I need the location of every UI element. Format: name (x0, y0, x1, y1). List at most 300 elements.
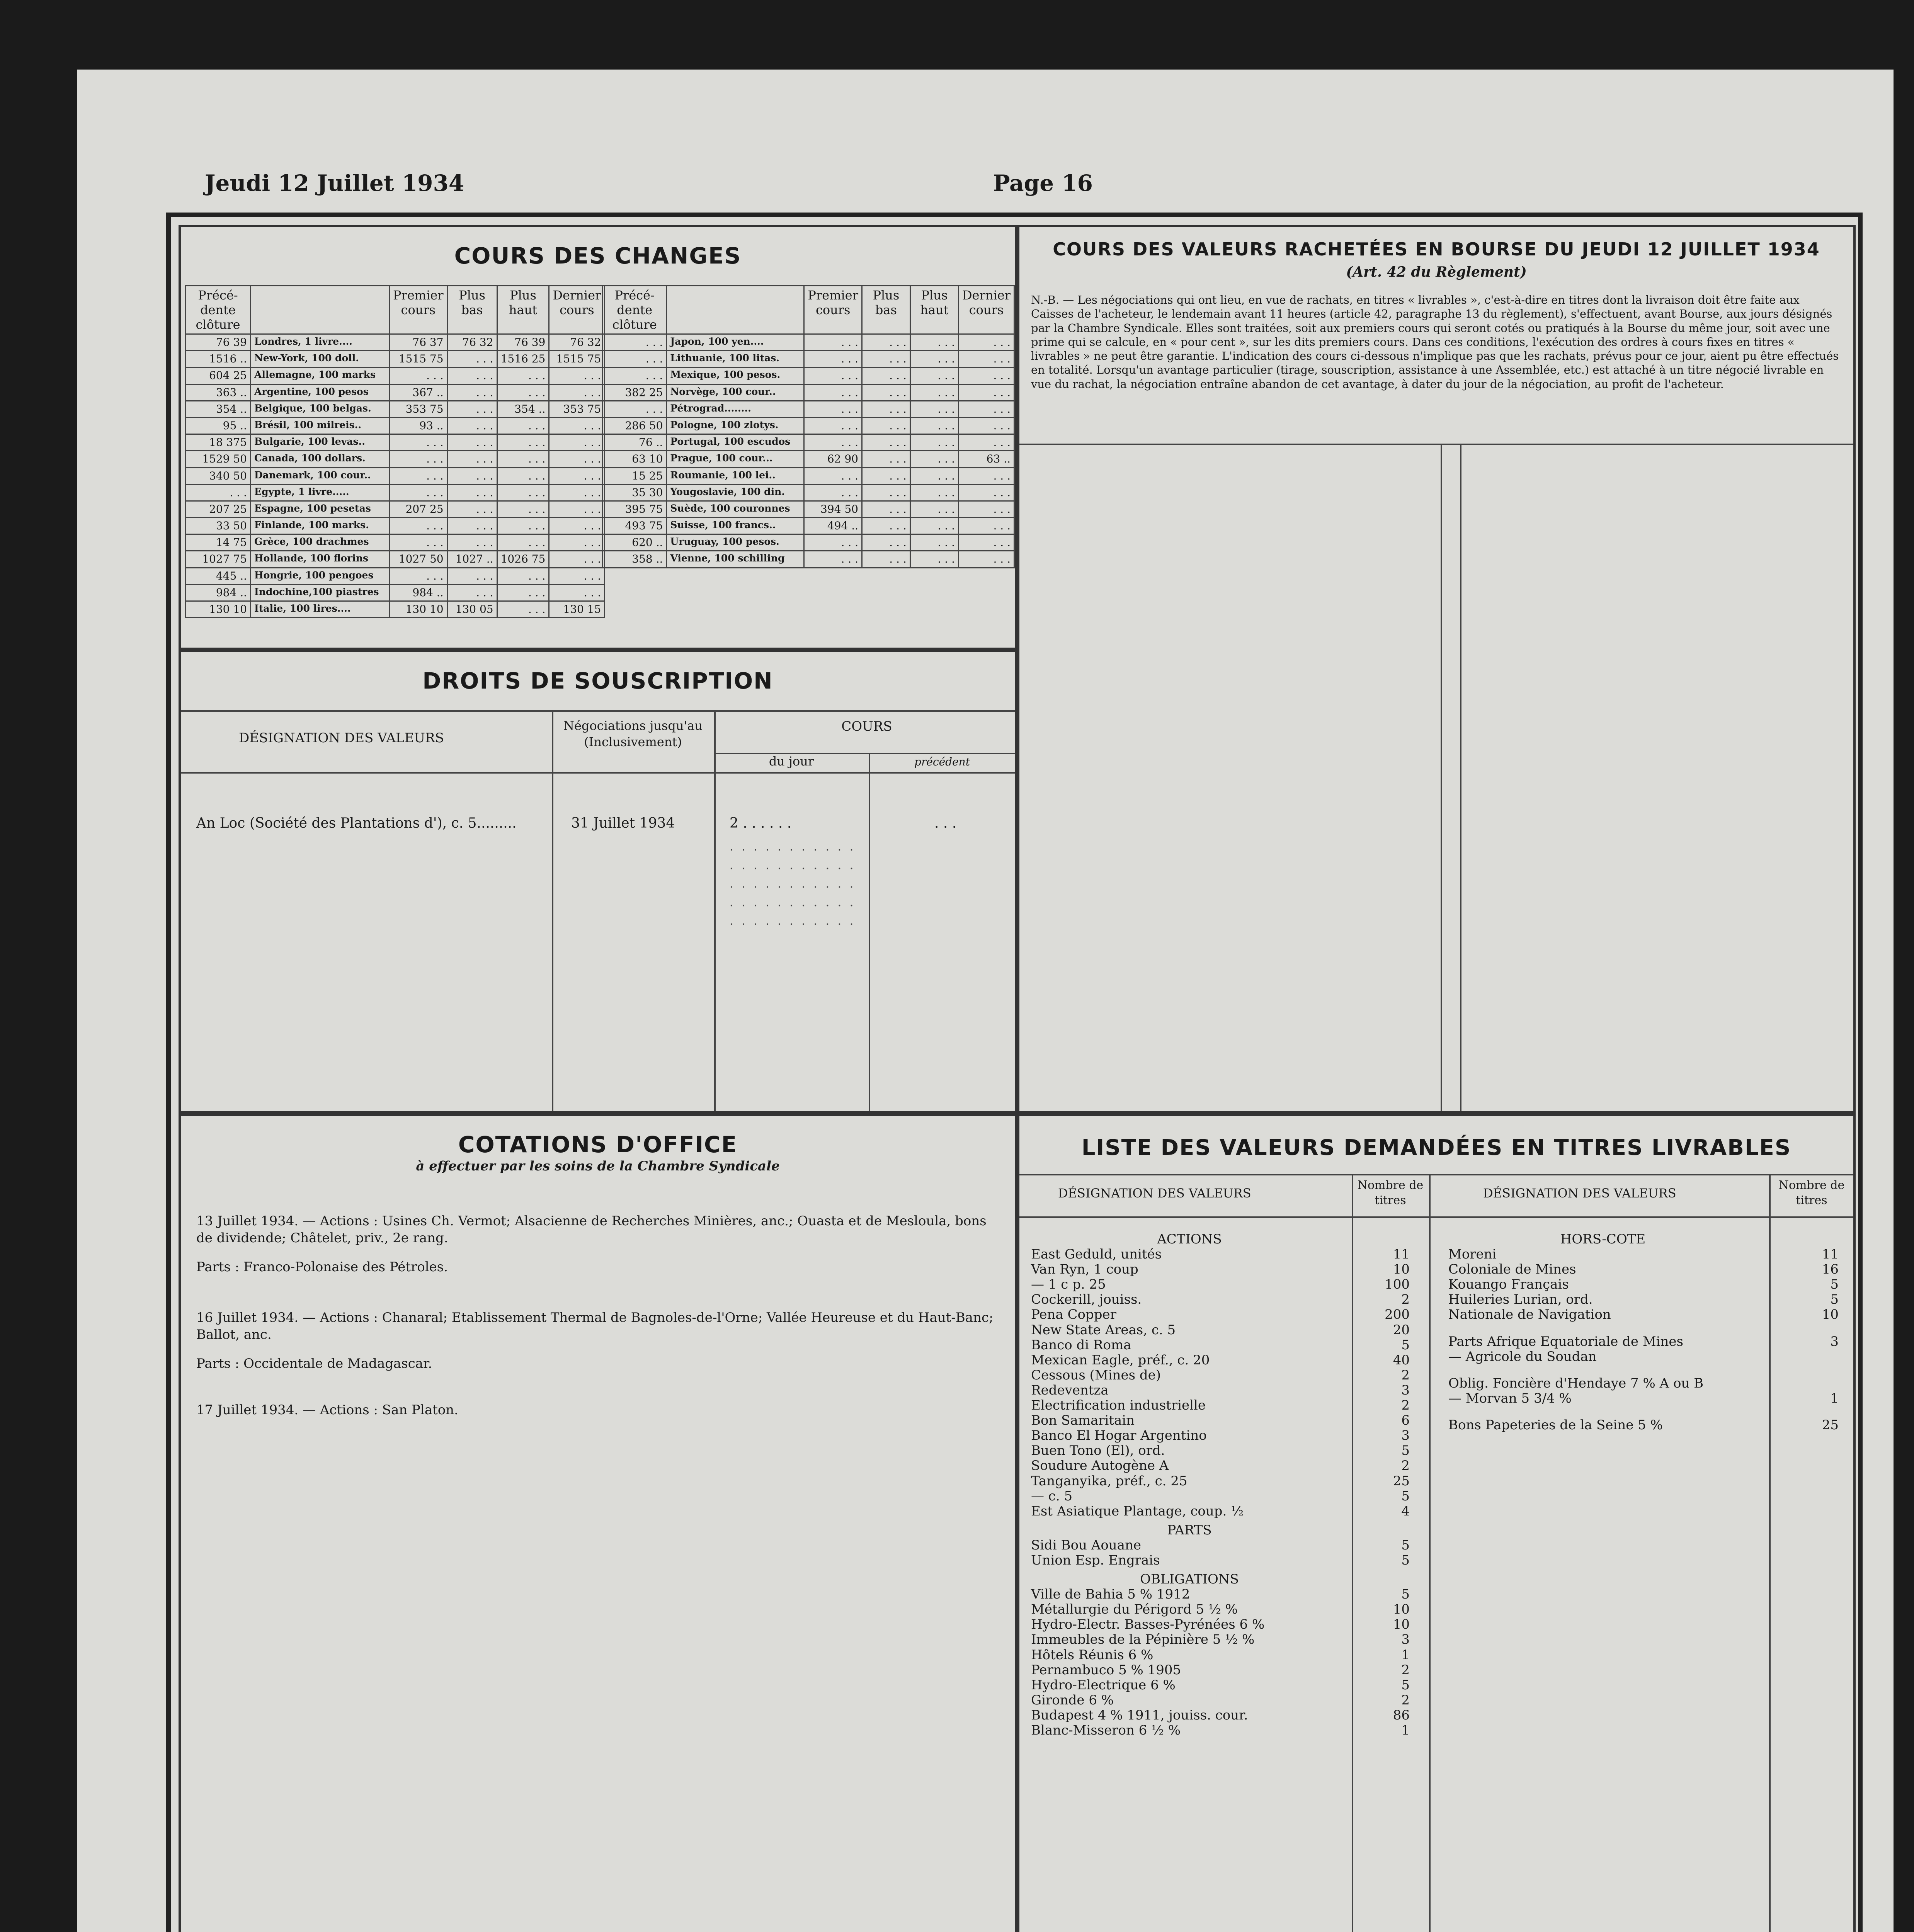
rate-cell: . . . (447, 351, 497, 367)
rate-cell: 367 .. (390, 384, 447, 401)
souscription-precedent: . . . (934, 815, 957, 831)
rate-cell: . . . (549, 551, 605, 568)
changes-panel (179, 225, 1017, 650)
rate-cell: 358 .. (603, 551, 667, 568)
changes-row (185, 568, 605, 584)
valeur-name: Tanganyika, préf., c. 25 (1031, 1473, 1188, 1489)
changes-row (185, 401, 605, 417)
divider (869, 753, 870, 1111)
valeur-name: Cockerill, jouiss. (1031, 1292, 1142, 1308)
list-item (1031, 1383, 1410, 1398)
divider (1429, 1174, 1431, 1932)
divider (552, 710, 553, 1111)
changes-row (185, 518, 605, 534)
rachetees-subtitle: (Art. 42 du Règlement) (1346, 264, 1527, 280)
list-item (1031, 1693, 1410, 1708)
valeur-name: Est Asiatique Plantage, coup. ½ (1031, 1503, 1244, 1519)
valeur-name: Soudure Autogène A (1031, 1458, 1169, 1474)
changes-left-table (185, 285, 605, 618)
valeur-count: 2 (1401, 1398, 1410, 1413)
currency-name: Allemagne, 100 marks (251, 367, 390, 384)
souscription-col-designation: DÉSIGNATION DES VALEURS (239, 730, 444, 746)
valeur-name: — Agricole du Soudan (1448, 1349, 1597, 1364)
rate-cell: . . . (862, 351, 910, 367)
rate-cell: 1026 75 (497, 551, 549, 568)
rate-cell: . . . (447, 534, 497, 551)
valeur-count: 2 (1401, 1292, 1410, 1308)
rate-cell: . . . (497, 367, 549, 384)
rate-cell: 620 .. (603, 534, 667, 551)
rate-cell: 1027 75 (185, 551, 251, 568)
valeur-count: 100 (1385, 1277, 1410, 1293)
rate-cell: . . . (959, 367, 1014, 384)
changes-row (603, 534, 1014, 551)
list-item (1031, 1277, 1410, 1292)
rate-cell: 354 .. (185, 401, 251, 417)
list-item (1031, 1307, 1410, 1322)
valeur-count: 5 (1401, 1488, 1410, 1504)
rate-cell: . . . (804, 351, 862, 367)
list-item (1031, 1708, 1410, 1723)
changes-row (185, 484, 605, 501)
rate-cell: . . . (910, 434, 958, 451)
currency-name: Bulgarie, 100 levas.. (251, 434, 390, 451)
rate-cell: . . . (910, 518, 958, 534)
valeur-name: Hydro-Electrique 6 % (1031, 1677, 1176, 1693)
valeur-name: Banco di Roma (1031, 1337, 1131, 1353)
souscription-col-precedent: précédent (914, 755, 970, 768)
rate-cell: . . . (804, 551, 862, 568)
changes-row (603, 501, 1014, 517)
divider (181, 772, 1015, 774)
rate-cell: 353 75 (549, 401, 605, 417)
changes-header-row (603, 286, 1014, 334)
valeur-name: Bon Samaritain (1031, 1413, 1135, 1429)
rate-cell: . . . (497, 568, 549, 584)
rate-cell: 130 10 (185, 601, 251, 618)
currency-name: Japon, 100 yen.... (667, 334, 804, 351)
list-item (1031, 1323, 1410, 1338)
changes-row (603, 367, 1014, 384)
valeur-name: — c. 5 (1031, 1488, 1073, 1504)
rate-cell: 35 30 (603, 484, 667, 501)
valeur-count: 1 (1401, 1723, 1410, 1738)
rate-cell: . . . (959, 484, 1014, 501)
rachetees-panel (1017, 225, 1856, 1114)
rate-cell: . . . (549, 518, 605, 534)
livrables-parts (1031, 1538, 1421, 1568)
valeur-count: 2 (1401, 1458, 1410, 1474)
list-item (1031, 1458, 1410, 1473)
list-item (1448, 1376, 1839, 1391)
rate-cell: 63 .. (959, 451, 1014, 468)
rate-cell: . . . (447, 501, 497, 517)
changes-row (603, 384, 1014, 401)
valeur-name: Mexican Eagle, préf., c. 20 (1031, 1352, 1210, 1368)
rate-cell: . . . (910, 351, 958, 367)
changes-row (603, 484, 1014, 501)
rate-cell: . . . (603, 367, 667, 384)
list-item (1031, 1504, 1410, 1519)
valeur-name: Métallurgie du Périgord 5 ½ % (1031, 1602, 1238, 1617)
livrables-right-list (1448, 1232, 1843, 1433)
changes-col-header: Premier cours (390, 286, 447, 334)
livrables-hors-cote (1448, 1247, 1843, 1433)
changes-col-header: Plus bas (862, 286, 910, 334)
currency-name: Egypte, 1 livre..... (251, 484, 390, 501)
rate-cell: 363 .. (185, 384, 251, 401)
currency-name: Pétrograd........ (667, 401, 804, 417)
valeur-name: Union Esp. Engrais (1031, 1552, 1160, 1568)
currency-name: Finlande, 100 marks. (251, 518, 390, 534)
rate-cell: . . . (447, 584, 497, 601)
rate-cell: . . . (862, 417, 910, 434)
rate-cell: 18 375 (185, 434, 251, 451)
rate-cell: . . . (497, 451, 549, 468)
currency-name: Brésil, 100 milreis.. (251, 417, 390, 434)
currency-name: Mexique, 100 pesos. (667, 367, 804, 384)
rate-cell: . . . (390, 534, 447, 551)
rate-cell: . . . (549, 501, 605, 517)
rate-cell: . . . (549, 584, 605, 601)
livrables-parts-label: PARTS (1167, 1522, 1212, 1538)
list-item (1031, 1617, 1410, 1632)
rate-cell: 353 75 (390, 401, 447, 417)
valeur-count: 200 (1385, 1307, 1410, 1323)
list-item (1031, 1398, 1410, 1413)
office-paragraph-3: 17 Juillet 1934. — Actions : San Platon. (196, 1402, 458, 1418)
valeur-count: 10 (1393, 1262, 1410, 1277)
changes-col-header: Plus haut (910, 286, 958, 334)
livrables-actions-label: ACTIONS (1157, 1231, 1222, 1247)
rate-cell: . . . (447, 417, 497, 434)
rate-cell: 207 25 (185, 501, 251, 517)
valeur-name: Oblig. Foncière d'Hendaye 7 % A ou B (1448, 1375, 1704, 1391)
valeur-count: 3 (1830, 1333, 1839, 1349)
office-panel (179, 1114, 1017, 1932)
rate-cell: 95 .. (185, 417, 251, 434)
list-item (1031, 1474, 1410, 1489)
list-item (1031, 1292, 1410, 1307)
rate-cell: . . . (959, 417, 1014, 434)
rate-cell: . . . (910, 367, 958, 384)
rate-cell: 76 39 (185, 334, 251, 351)
rate-cell: . . . (862, 434, 910, 451)
valeur-name: — Morvan 5 3/4 % (1448, 1390, 1572, 1406)
rate-cell: 130 10 (390, 601, 447, 618)
list-item (1031, 1553, 1410, 1568)
divider (1460, 444, 1461, 1111)
rate-cell: . . . (959, 351, 1014, 367)
list-item (1448, 1349, 1839, 1364)
rate-cell: . . . (390, 434, 447, 451)
valeur-count (1800, 1323, 1839, 1334)
divider (1019, 1216, 1853, 1218)
list-item (1448, 1323, 1839, 1334)
valeur-count: 3 (1401, 1382, 1410, 1398)
list-item (1031, 1338, 1410, 1353)
valeur-name: Budapest 4 % 1911, jouiss. cour. (1031, 1707, 1248, 1723)
changes-row (185, 334, 605, 351)
valeur-count (1800, 1376, 1839, 1391)
changes-title: COURS DES CHANGES (454, 243, 742, 269)
rate-cell: . . . (910, 551, 958, 568)
changes-row (603, 334, 1014, 351)
currency-name: Yougoslavie, 100 din. (667, 484, 804, 501)
changes-row (185, 468, 605, 484)
currency-name: Argentine, 100 pesos (251, 384, 390, 401)
valeur-count: 25 (1393, 1473, 1410, 1489)
souscription-col-cours: COURS (841, 719, 892, 734)
valeur-count: 2 (1401, 1692, 1410, 1708)
rate-cell: . . . (910, 384, 958, 401)
currency-name: Hongrie, 100 pengoes (251, 568, 390, 584)
changes-row (603, 434, 1014, 451)
rate-cell: . . . (804, 367, 862, 384)
rate-cell: 984 .. (185, 584, 251, 601)
rate-cell: . . . (910, 534, 958, 551)
rate-cell: . . . (862, 484, 910, 501)
valeur-count: 10 (1393, 1602, 1410, 1617)
rate-cell: . . . (862, 551, 910, 568)
rate-cell: . . . (549, 534, 605, 551)
list-item (1448, 1307, 1839, 1322)
rate-cell: 207 25 (390, 501, 447, 517)
valeur-name: Hydro-Electr. Basses-Pyrénées 6 % (1031, 1617, 1265, 1633)
changes-col-header: Précé-dente clôture (603, 286, 667, 334)
rate-cell: . . . (862, 334, 910, 351)
list-item (1031, 1648, 1410, 1663)
valeur-count: 5 (1830, 1292, 1839, 1308)
changes-row (185, 534, 605, 551)
list-item (1448, 1262, 1839, 1277)
valeur-count: 11 (1822, 1247, 1839, 1262)
valeur-name: Sidi Bou Aouane (1031, 1537, 1141, 1553)
changes-row (603, 351, 1014, 367)
valeur-name: — 1 c p. 25 (1031, 1277, 1106, 1293)
valeur-name: Coloniale de Mines (1448, 1262, 1576, 1277)
rate-cell: . . . (603, 351, 667, 367)
rate-cell: . . . (804, 534, 862, 551)
rate-cell: . . . (549, 367, 605, 384)
rate-cell: 15 25 (603, 468, 667, 484)
rate-cell: . . . (959, 334, 1014, 351)
rate-cell: 1515 75 (549, 351, 605, 367)
rate-cell: . . . (497, 417, 549, 434)
rate-cell: . . . (862, 367, 910, 384)
currency-name: Roumanie, 100 lei.. (667, 468, 804, 484)
rate-cell: 76 39 (497, 334, 549, 351)
header-date: Jeudi 12 Juillet 1934 (205, 170, 464, 196)
changes-row (185, 434, 605, 451)
changes-row (603, 551, 1014, 568)
list-item (1031, 1489, 1410, 1504)
rate-cell: 340 50 (185, 468, 251, 484)
valeur-count (1800, 1349, 1839, 1364)
rate-cell: . . . (549, 417, 605, 434)
rate-cell: . . . (804, 468, 862, 484)
rate-cell: . . . (910, 334, 958, 351)
rate-cell: . . . (910, 484, 958, 501)
currency-name: Vienne, 100 schilling (667, 551, 804, 568)
rate-cell: . . . (862, 468, 910, 484)
rate-cell: . . . (862, 518, 910, 534)
valeur-count: 20 (1393, 1322, 1410, 1338)
currency-name: Canada, 100 dollars. (251, 451, 390, 468)
rate-cell: . . . (390, 484, 447, 501)
valeur-name: Redeventza (1031, 1382, 1109, 1398)
rate-cell: . . . (959, 518, 1014, 534)
rate-cell: . . . (862, 384, 910, 401)
rate-cell: 286 50 (603, 417, 667, 434)
changes-row (185, 351, 605, 367)
rate-cell: . . . (862, 401, 910, 417)
rate-cell: . . . (804, 434, 862, 451)
valeur-name: Huileries Lurian, ord. (1448, 1292, 1593, 1308)
rate-cell: . . . (910, 468, 958, 484)
currency-name: Portugal, 100 escudos (667, 434, 804, 451)
currency-name: Espagne, 100 pesetas (251, 501, 390, 517)
rate-cell: . . . (185, 484, 251, 501)
valeur-name: Ville de Bahia 5 % 1912 (1031, 1587, 1190, 1602)
currency-name: Belgique, 100 belgas. (251, 401, 390, 417)
list-item (1031, 1723, 1410, 1738)
valeur-name: Blanc-Misseron 6 ½ % (1031, 1723, 1181, 1738)
livrables-col-nombre-right: Nombre de titres (1778, 1179, 1845, 1207)
rate-cell: . . . (497, 484, 549, 501)
rate-cell: 354 .. (497, 401, 549, 417)
divider (1019, 1174, 1853, 1175)
divider (1019, 444, 1853, 445)
rate-cell: . . . (549, 451, 605, 468)
valeur-count: 5 (1401, 1587, 1410, 1602)
rate-cell: . . . (959, 401, 1014, 417)
rate-cell: . . . (447, 384, 497, 401)
valeur-name: Pernambuco 5 % 1905 (1031, 1662, 1181, 1678)
rate-cell: 1516 25 (497, 351, 549, 367)
main-frame (166, 213, 1863, 1932)
rate-cell: . . . (603, 334, 667, 351)
rate-cell: . . . (497, 518, 549, 534)
valeur-name: Bons Papeteries de la Seine 5 % (1448, 1417, 1663, 1433)
valeur-count: 5 (1401, 1337, 1410, 1353)
changes-row (603, 417, 1014, 434)
valeur-count: 11 (1393, 1247, 1410, 1262)
rate-cell: . . . (497, 601, 549, 618)
list-item (1031, 1663, 1410, 1678)
list-item (1031, 1247, 1410, 1262)
changes-col-header: Premier cours (804, 286, 862, 334)
list-item (1031, 1587, 1410, 1602)
valeur-name: Van Ryn, 1 coup (1031, 1262, 1138, 1277)
souscription-entry: An Loc (Société des Plantations d'), c. 5......... (196, 815, 517, 831)
valeur-count: 5 (1401, 1537, 1410, 1553)
rate-cell: 130 05 (447, 601, 497, 618)
currency-name: Uruguay, 100 pesos. (667, 534, 804, 551)
valeur-count: 3 (1401, 1428, 1410, 1444)
list-item (1448, 1418, 1839, 1433)
valeur-name: Parts Afrique Equatoriale de Mines (1448, 1333, 1683, 1349)
valeur-count: 25 (1822, 1417, 1839, 1433)
valeur-count: 3 (1401, 1632, 1410, 1648)
office-paragraph-2: 16 Juillet 1934. — Actions : Chanaral; Etablissement Thermal de Bagnoles-de-l'Orne; Vallée Heureuse et du Haut-Banc; Ballot, anc. (196, 1310, 994, 1343)
rate-cell: . . . (910, 401, 958, 417)
rate-cell: 62 90 (804, 451, 862, 468)
divider (181, 710, 1015, 712)
rate-cell: 14 75 (185, 534, 251, 551)
rachetees-note: N.-B. — Les négociations qui ont lieu, en vue de rachats, en titres « livrables », c'est-à-dire en titres dont la livraison doit être faite aux Caisses de l'acheteur, le lendemain avant 11 heures (article 42, paragraphe 13 du règlement), s'effectuent, avant Bourse, aux jours désignés par la Chambre Syndicale. Elles sont traitées, soit aux premiers cours qui seront cotés ou pratiqués à la Bourse du même jour, soit avec une prime qui se calcule, en « pour cent », sur les dits premiers cours. Dans ces conditions, l'exécution des ordres à cours fixes en titres « livrables » ne peut être garantie. L'indication des cours ci-dessous n'implique pas que les rachats, prévus pour ce jour, aient pu être effectués en totalité. Lorsqu'un avantage particulier (tirage, souscription, assistance à une Assemblée, etc.) est attaché à un titre négocié livrable en vue du rachat, la négociation entraîne abandon de cet avantage, à dater du jour de la négociation, au profit de l'acheteur. (1031, 293, 1839, 391)
souscription-col-negociations: Négociations jusqu'au (Inclusivement) (563, 718, 703, 749)
list-item (1031, 1262, 1410, 1277)
currency-name: Norvège, 100 cour.. (667, 384, 804, 401)
livrables-panel (1017, 1114, 1856, 1932)
rate-cell: . . . (959, 384, 1014, 401)
list-item (1448, 1391, 1839, 1406)
currency-name: Londres, 1 livre.... (251, 334, 390, 351)
valeur-count: 5 (1401, 1677, 1410, 1693)
changes-col-header: Plus haut (497, 286, 549, 334)
valeur-count: 1 (1830, 1390, 1839, 1406)
valeur-count: 16 (1822, 1262, 1839, 1277)
rate-cell: 394 50 (804, 501, 862, 517)
livrables-actions (1031, 1247, 1421, 1519)
rate-cell: . . . (804, 401, 862, 417)
valeur-count: 10 (1393, 1617, 1410, 1633)
valeur-count: 4 (1401, 1503, 1410, 1519)
valeur-name: Hôtels Réunis 6 % (1031, 1647, 1154, 1663)
rate-cell: . . . (497, 384, 549, 401)
rate-cell: . . . (910, 451, 958, 468)
currency-name: Suède, 100 couronnes (667, 501, 804, 517)
valeur-name: Nationale de Navigation (1448, 1307, 1611, 1323)
currency-name: Pologne, 100 zlotys. (667, 417, 804, 434)
valeur-count: 5 (1401, 1552, 1410, 1568)
valeur-name: Pena Copper (1031, 1307, 1116, 1323)
rate-cell: 984 .. (390, 584, 447, 601)
rate-cell: . . . (959, 468, 1014, 484)
valeur-name: Moreni (1448, 1247, 1497, 1262)
souscription-date: 31 Juillet 1934 (571, 815, 675, 831)
rate-cell: . . . (603, 401, 667, 417)
changes-row (185, 601, 605, 618)
list-item (1448, 1277, 1839, 1292)
rate-cell: 63 10 (603, 451, 667, 468)
currency-name: Prague, 100 cour... (667, 451, 804, 468)
rate-cell: . . . (804, 417, 862, 434)
rate-cell: . . . (447, 484, 497, 501)
list-item (1448, 1292, 1839, 1307)
list-item (1448, 1334, 1839, 1349)
rate-cell: . . . (910, 417, 958, 434)
changes-row (603, 401, 1014, 417)
changes-col-header: Dernier cours (549, 286, 605, 334)
currency-name: Indochine,100 piastres (251, 584, 390, 601)
office-paragraph-1: 13 Juillet 1934. — Actions : Usines Ch. Vermot; Alsacienne de Recherches Minières, anc.; Ouasta et de Mesloula, bons de dividende; Châtelet, priv., 2e rang. (196, 1213, 987, 1246)
valeur-name: Cessous (Mines de) (1031, 1367, 1161, 1383)
rate-cell: . . . (390, 451, 447, 468)
changes-right-table-wrap (602, 285, 1015, 568)
rate-cell: . . . (549, 384, 605, 401)
valeur-count: 6 (1401, 1413, 1410, 1429)
rate-cell: 1516 .. (185, 351, 251, 367)
rate-cell: 445 .. (185, 568, 251, 584)
souscription-dot-leaders: . . . . . . . . . . . . . . . . . . . . . . . . . . . . . . . . . . . . . . . . . . . . . . . . . . . . . . . (730, 840, 856, 928)
currency-name: Italie, 100 lires.... (251, 601, 390, 618)
valeur-name: Immeubles de la Pépinière 5 ½ % (1031, 1632, 1255, 1648)
divider (714, 710, 716, 1111)
list-item (1031, 1443, 1410, 1458)
rate-cell: . . . (862, 451, 910, 468)
